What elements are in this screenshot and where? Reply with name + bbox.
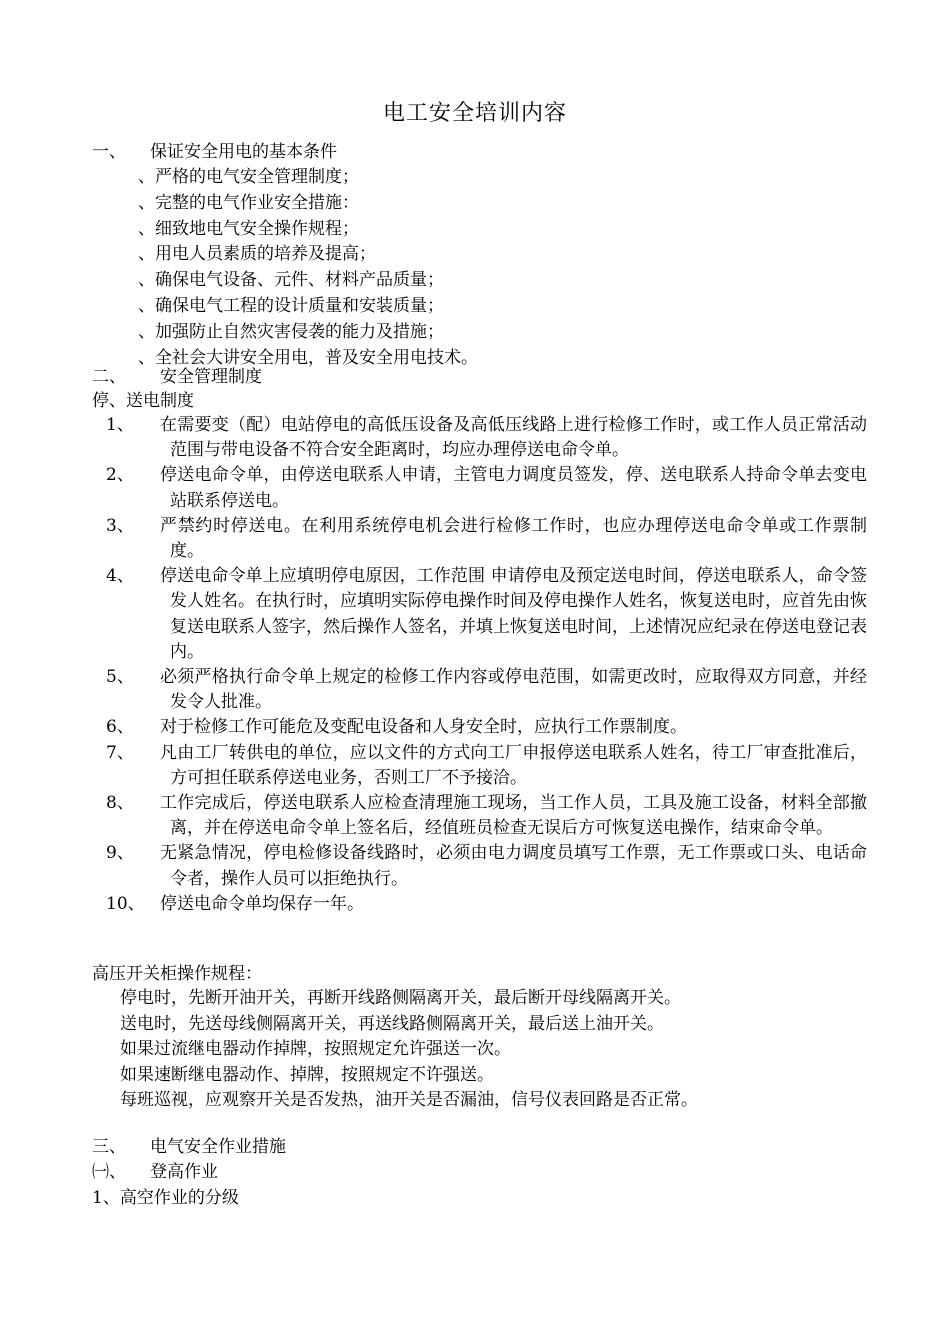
list-item: 、用电人员素质的培养及提高； [138, 244, 376, 265]
rule-text: 无紧急情况，停电检修设备线路时，必须由电力调度员填写工作票，无工作票或口头、电话命令者，操作人员可以拒绝执行。 [160, 843, 867, 889]
section3-heading-text: 电气安全作业措施 [150, 1137, 286, 1157]
section1-heading-text: 保证安全用电的基本条件 [150, 142, 337, 162]
rule-number: 8、 [106, 793, 134, 814]
rule-text: 停送电命令单上应填明停电原因，工作范围 申请停电及预定送电时间，停送电联系人，命令签发人姓名。在执行时，应填明实际停电操作时间及停电操作人姓名，恢复送电时，应首先由恢复送电联系人签字，然后操作人签名，并填上恢复送电时间，上述情况应纪录在停送电登记表内。 [160, 566, 867, 662]
rule-item [92, 564, 867, 665]
rule-text: 停送电命令单均保存一年。 [160, 893, 364, 914]
rule-number: 3、 [106, 515, 134, 536]
rule-item [92, 665, 867, 715]
rule-text: 在需要变（配）电站停电的高低压设备及高低压线路上进行检修工作时，或工作人员正常活动范围与带电设备不符合安全距离时，均应办理停送电命令单。 [160, 415, 867, 461]
document-title: 电工安全培训内容 [382, 101, 567, 126]
list-item: 、确保电气设备、元件、材料产品质量； [138, 270, 444, 291]
rule-text: 必须严格执行命令单上规定的检修工作内容或停电范围，如需更改时，应取得双方同意，并经发令人批准。 [160, 667, 867, 713]
list-item: 、完整的电气作业安全措施： [138, 192, 359, 213]
rule-number: 4、 [106, 566, 134, 587]
rule-item [92, 892, 867, 917]
rule-item [92, 514, 867, 564]
rule-number: 5、 [106, 667, 134, 688]
rule-text: 凡由工厂转供电的单位，应以文件的方式向工厂申报停送电联系人姓名，待工厂审查批准后，方可担任联系停送电业务，否则工厂不予接洽。 [160, 742, 867, 788]
section2-heading [92, 365, 262, 389]
section1-marker: 一、 [92, 142, 126, 162]
rule-number: 9、 [106, 843, 134, 864]
section2-subheading: 停、送电制度 [92, 391, 194, 411]
rule-item [92, 741, 867, 791]
rule-item [92, 791, 867, 841]
rule-item [92, 841, 867, 891]
rule-number: 6、 [106, 717, 134, 738]
list-item: 、严格的电气安全管理制度； [138, 167, 359, 187]
section3-item: 1、高空作业的分级 [92, 1188, 239, 1208]
list-item: 、细致地电气安全操作规程； [138, 218, 359, 239]
rule-number: 7、 [106, 742, 134, 763]
list-item: 送电时，先送母线侧隔离开关，再送线路侧隔离开关，最后送上油开关。 [120, 1013, 664, 1034]
rule-text: 工作完成后，停送电联系人应检查清理施工现场，当工作人员，工具及施工设备，材料全部撤离，并在停送电命令单上签名后，经值班员检查无误后方可恢复送电操作，结束命令单。 [160, 793, 867, 839]
rule-number: 1、 [106, 415, 134, 435]
rule-text: 严禁约时停送电。在利用系统停电机会进行检修工作时，也应办理停送电命令单或工作票制度。 [160, 515, 867, 562]
rule-item [92, 715, 867, 740]
list-item: 如果速断继电器动作、掉牌，按照规定不许强送。 [120, 1064, 494, 1085]
section2-marker: 二、 [92, 367, 126, 387]
section3-marker: 三、 [92, 1137, 126, 1157]
section1-heading [92, 140, 337, 164]
list-item: 如果过流继电器动作掉牌，按照规定允许强送一次。 [120, 1039, 511, 1060]
rule-number: 2、 [106, 465, 134, 486]
hv-list [120, 986, 698, 1114]
rule-number: 10、 [106, 893, 145, 914]
rules-list [92, 413, 867, 917]
list-item: 、全社会大讲安全用电，普及安全用电技术。 [138, 347, 478, 368]
list-item: 、加强防止自然灾害侵袭的能力及措施； [138, 321, 444, 342]
list-item: 、确保电气工程的设计质量和安装质量； [138, 295, 444, 316]
rule-item [92, 413, 867, 463]
section3-heading [92, 1135, 286, 1159]
hv-heading: 高压开关柜操作规程： [92, 964, 262, 984]
section1-list [138, 165, 478, 371]
list-item: 每班巡视，应观察开关是否发热，油开关是否漏油，信号仪表回路是否正常。 [120, 1090, 698, 1111]
section2-heading-text: 安全管理制度 [160, 367, 262, 387]
section3-subheading [92, 1160, 218, 1184]
rule-item [92, 463, 867, 513]
section3-subheading-text: 登高作业 [150, 1162, 218, 1182]
rule-text: 停送电命令单，由停送电联系人申请，主管电力调度员签发，停、送电联系人持命令单去变电站联系停送电。 [160, 465, 867, 511]
list-item: 停电时，先断开油开关，再断开线路侧隔离开关，最后断开母线隔离开关。 [120, 988, 681, 1008]
rule-text: 对于检修工作可能危及变配电设备和人身安全时，应执行工作票制度。 [160, 717, 687, 738]
section3-sub-marker: ㈠、 [92, 1162, 126, 1182]
